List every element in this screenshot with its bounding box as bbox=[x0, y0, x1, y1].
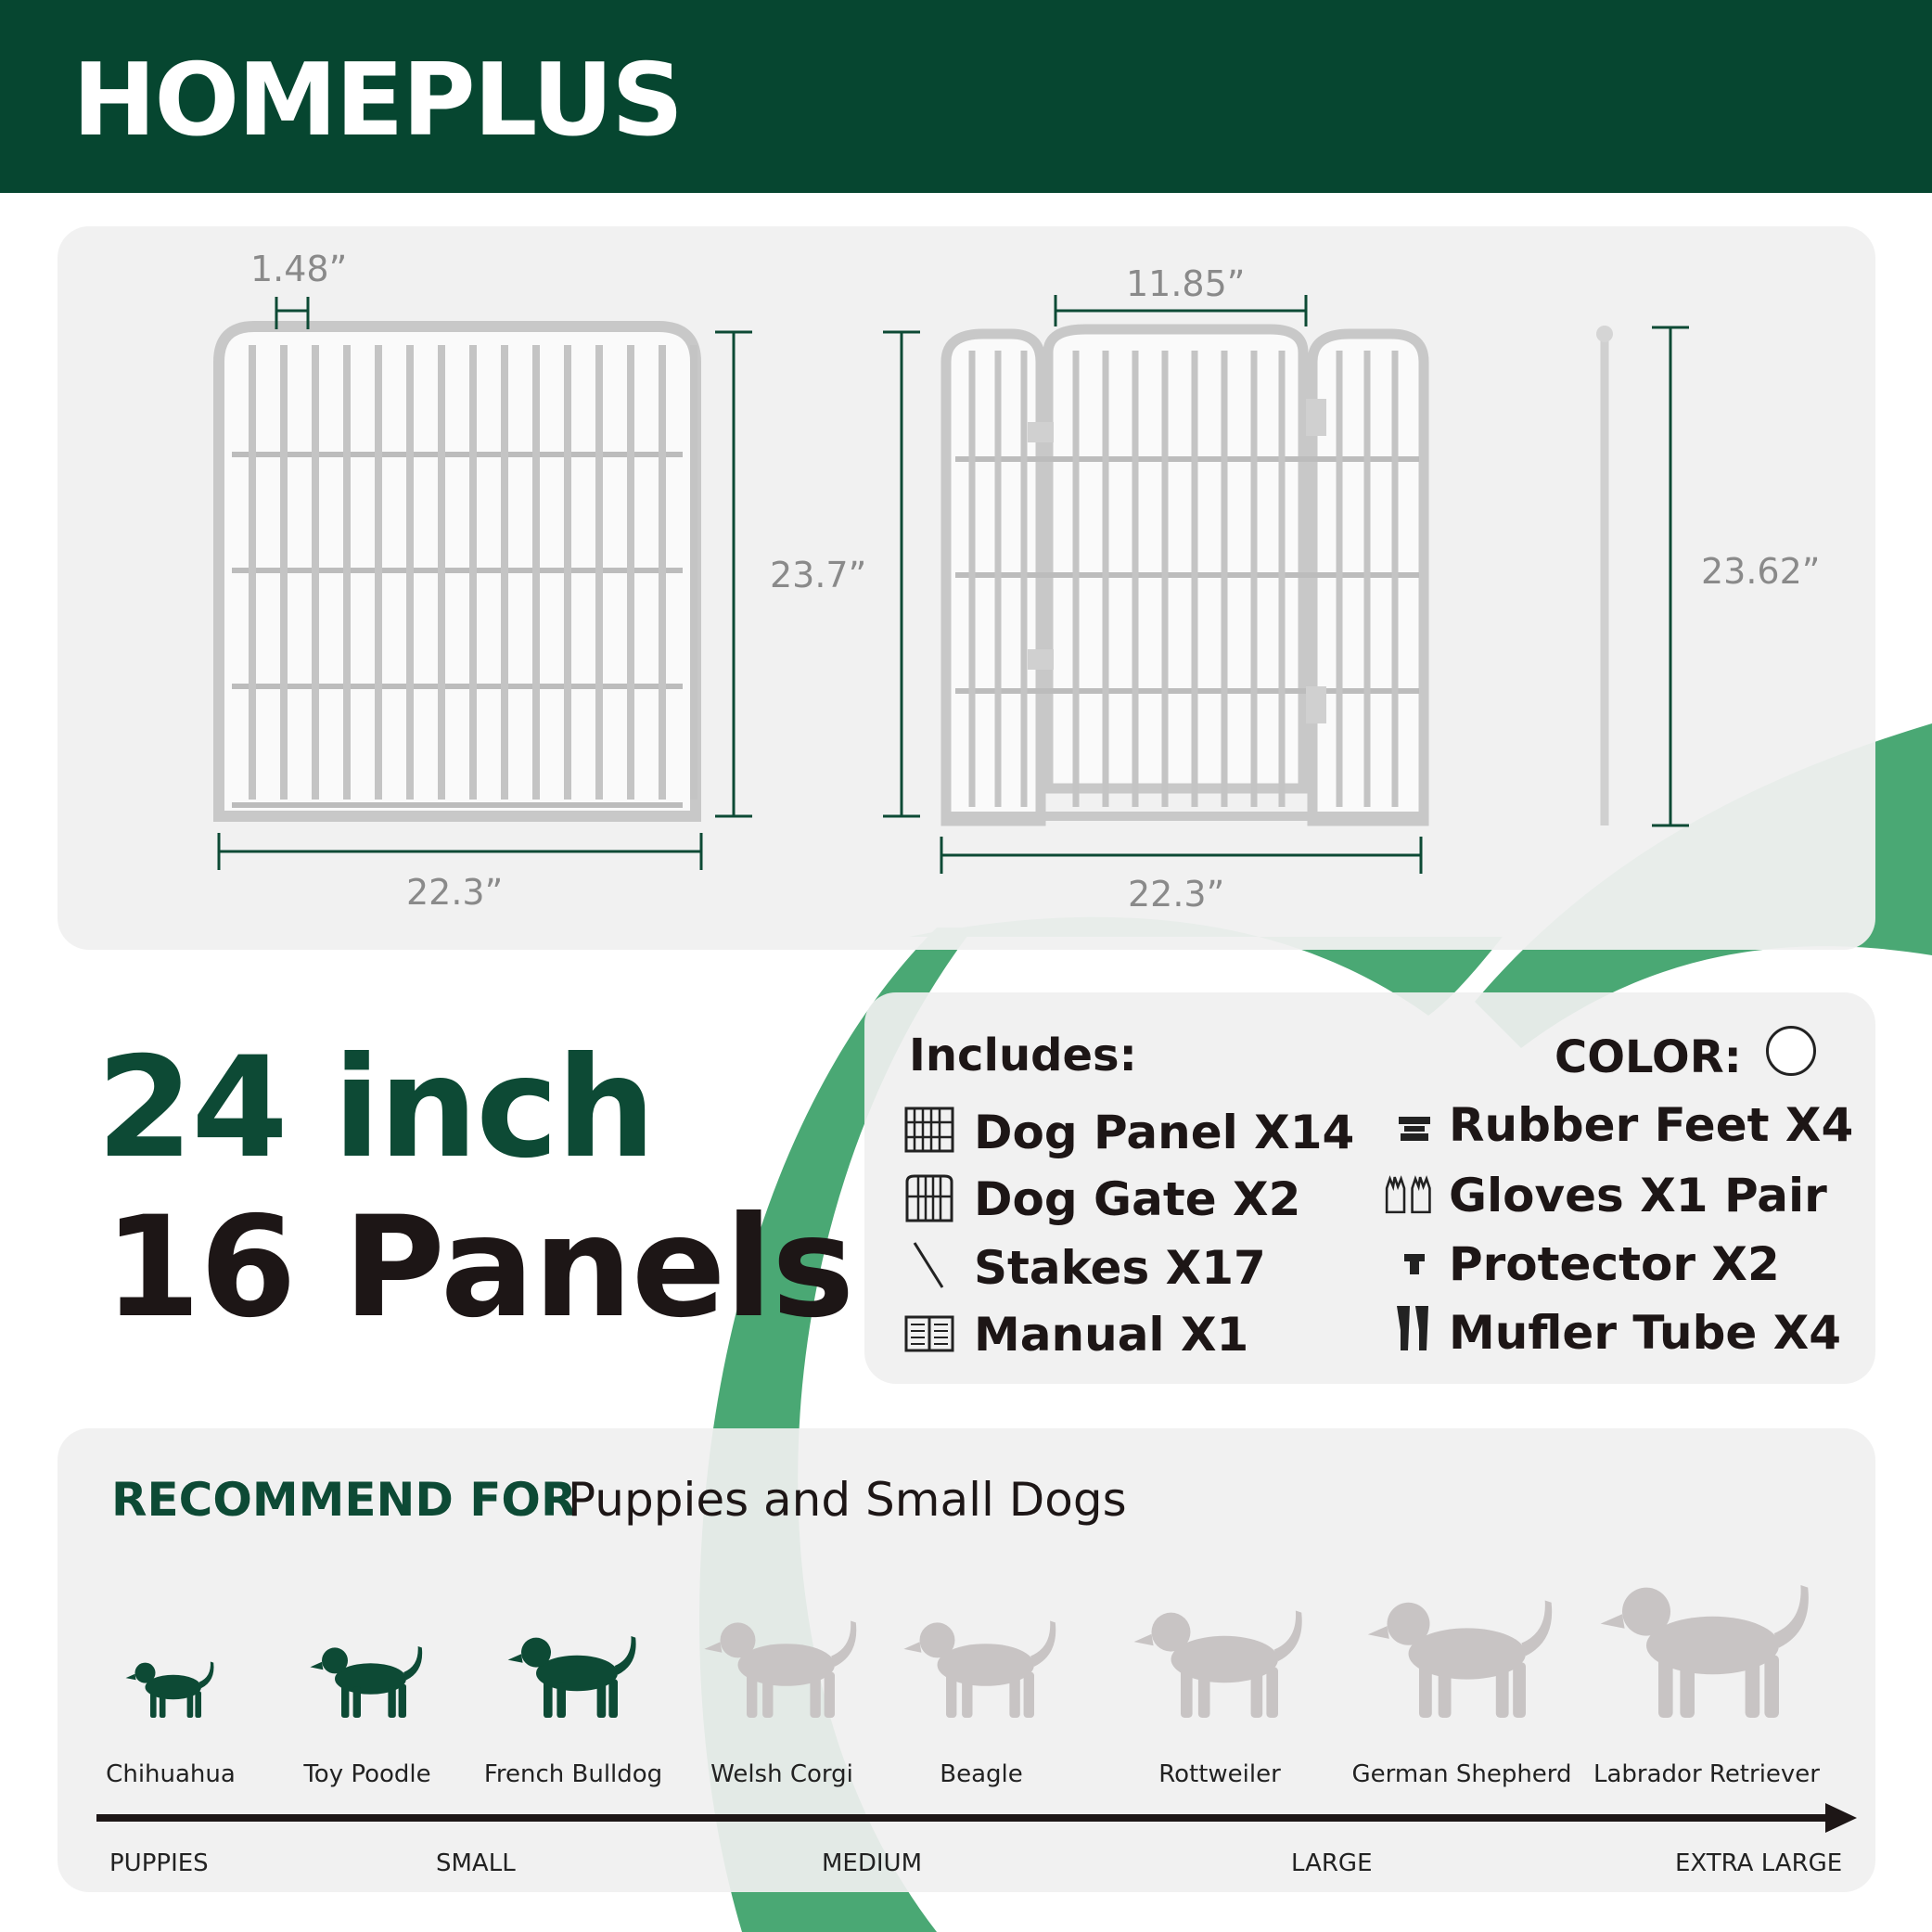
includes-title: Includes: bbox=[909, 1030, 1137, 1081]
color-label: COLOR: bbox=[1555, 1031, 1742, 1083]
breed-label-labrador-retriever: Labrador Retriever bbox=[1593, 1760, 1820, 1788]
panel-width-label: 22.3” bbox=[406, 872, 504, 913]
include-rubber-feet: Rubber Feet X4 bbox=[1449, 1098, 1854, 1152]
brand-logo: HOMEPLUS bbox=[72, 43, 683, 159]
recommend-text: Puppies and Small Dogs bbox=[568, 1473, 1127, 1527]
breed-label-french-bulldog: French Bulldog bbox=[483, 1760, 663, 1788]
breed-label-toy-poodle: Toy Poodle bbox=[303, 1760, 431, 1788]
breed-label-welsh-corgi: Welsh Corgi bbox=[710, 1760, 853, 1788]
breed-label-rottweiler: Rottweiler bbox=[1158, 1760, 1281, 1788]
include-manual: Manual X1 bbox=[974, 1308, 1249, 1362]
recommend-label: RECOMMEND FOR bbox=[111, 1473, 577, 1527]
breed-label-beagle: Beagle bbox=[940, 1760, 1023, 1788]
breed-label-german-shepherd: German Shepherd bbox=[1351, 1760, 1572, 1788]
include-dog-gate: Dog Gate X2 bbox=[974, 1172, 1301, 1226]
size-extra-large: EXTRA LARGE bbox=[1675, 1849, 1843, 1877]
panel-height-label: 23.7” bbox=[770, 555, 867, 595]
headline-panels: 16 Panels bbox=[104, 1187, 854, 1349]
stake-height-label: 23.62” bbox=[1701, 551, 1821, 592]
include-dog-panel: Dog Panel X14 bbox=[974, 1106, 1355, 1159]
include-gloves: Gloves X1 Pair bbox=[1449, 1169, 1827, 1222]
include-protector: Protector X2 bbox=[1449, 1237, 1780, 1291]
include-muffler-tube: Mufler Tube X4 bbox=[1449, 1306, 1842, 1360]
size-large: LARGE bbox=[1291, 1849, 1373, 1877]
gate-panel-width-label: 22.3” bbox=[1128, 874, 1225, 915]
size-puppies: PUPPIES bbox=[109, 1849, 209, 1877]
breed-label-chihuahua: Chihuahua bbox=[106, 1760, 236, 1788]
size-medium: MEDIUM bbox=[822, 1849, 923, 1877]
include-stakes: Stakes X17 bbox=[974, 1241, 1266, 1295]
size-small: SMALL bbox=[436, 1849, 516, 1877]
bar-spacing-label: 1.48” bbox=[250, 249, 348, 289]
headline-size: 24 inch bbox=[96, 1028, 654, 1189]
gate-width-label: 11.85” bbox=[1126, 263, 1246, 304]
